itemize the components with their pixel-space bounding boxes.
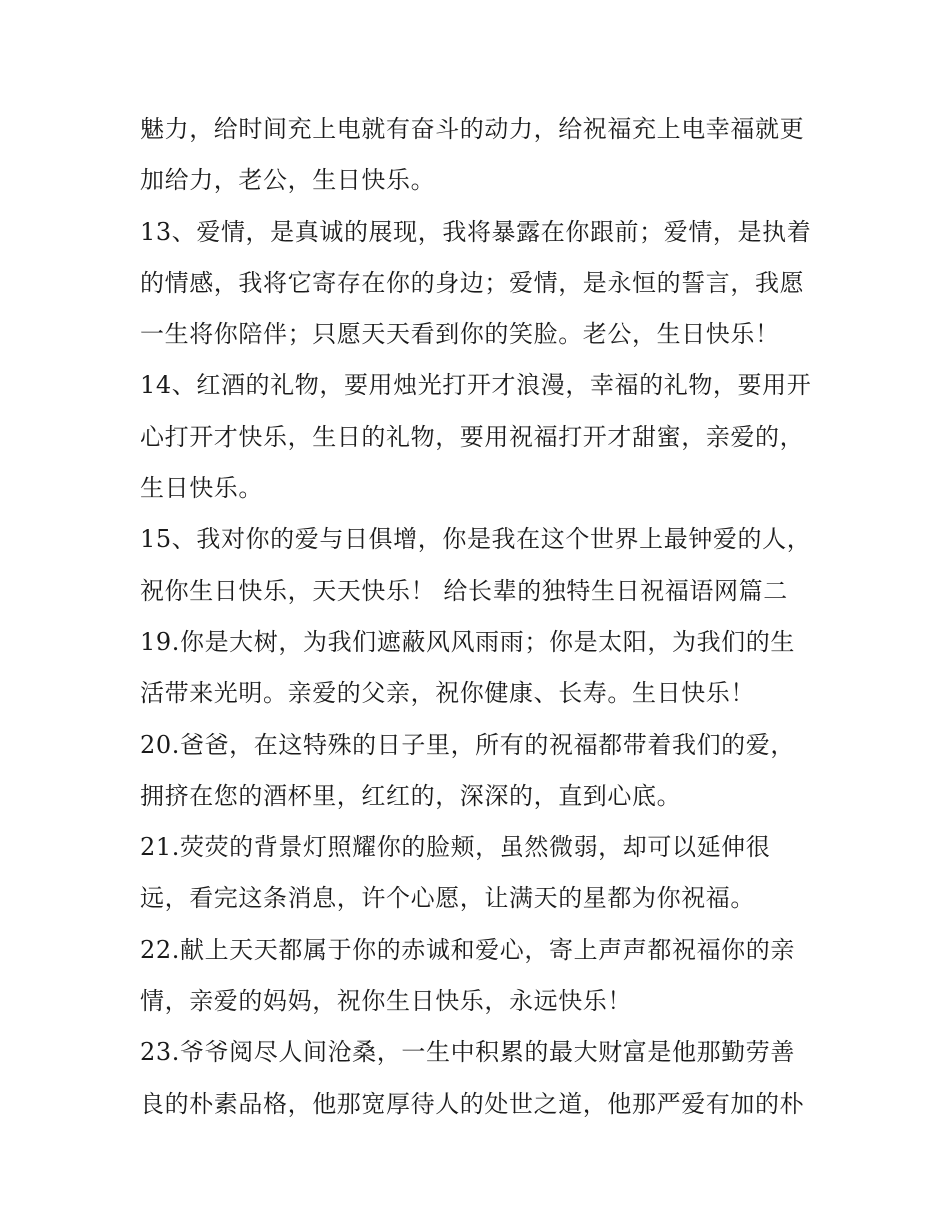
text-line: 活带来光明。亲爱的父亲，祝你健康、长寿。生日快乐！ bbox=[140, 679, 755, 708]
document-body bbox=[140, 104, 830, 1130]
text-line: 心打开才快乐，生日的礼物，要用祝福打开才甜蜜，亲爱的， bbox=[140, 422, 805, 451]
text-line: 13、爱情，是真诚的展现，我将暴露在你跟前；爱情，是执着 bbox=[140, 217, 812, 246]
text-line: 19.你是大树，为我们遮蔽风风雨雨；你是太阳，为我们的生 bbox=[140, 627, 795, 656]
text-line: 祝你生日快乐，天天快乐！ 给长辈的独特生日祝福语网篇二 bbox=[140, 576, 788, 605]
text-line: 情，亲爱的妈妈，祝你生日快乐，永远快乐！ bbox=[140, 987, 632, 1016]
text-line: 14、红酒的礼物，要用烛光打开才浪漫，幸福的礼物，要用开 bbox=[140, 371, 812, 400]
text-line: 良的朴素品格，他那宽厚待人的处世之道，他那严爱有加的朴 bbox=[140, 1089, 805, 1118]
text-line: 生日快乐。 bbox=[140, 474, 263, 503]
text-line: 魅力，给时间充上电就有奋斗的动力，给祝福充上电幸福就更 bbox=[140, 115, 805, 143]
text-line: 23.爷爷阅尽人间沧桑，一生中积累的最大财富是他那勤劳善 bbox=[140, 1038, 795, 1067]
text-line: 一生将你陪伴；只愿天天看到你的笑脸。老公，生日快乐！ bbox=[140, 320, 780, 349]
text-line: 远，看完这条消息，许个心愿，让满天的星都为你祝福。 bbox=[140, 884, 755, 913]
text-line: 拥挤在您的酒杯里，红红的，深深的，直到心底。 bbox=[140, 781, 682, 810]
text-line: 21.荧荧的背景灯照耀你的脸颊，虽然微弱，却可以延伸很 bbox=[140, 833, 771, 862]
text-line: 20.爸爸，在这特殊的日子里，所有的祝福都带着我们的爱， bbox=[140, 730, 795, 759]
text-line: 加给力，老公，生日快乐。 bbox=[140, 166, 436, 195]
text-line: 的情感，我将它寄存在你的身边；爱情，是永恒的誓言，我愿 bbox=[140, 268, 805, 297]
text-line: 22.献上天天都属于你的赤诚和爱心，寄上声声都祝福你的亲 bbox=[140, 935, 795, 964]
text-line: 15、我对你的爱与日俱增，你是我在这个世界上最钟爱的人， bbox=[140, 525, 812, 554]
